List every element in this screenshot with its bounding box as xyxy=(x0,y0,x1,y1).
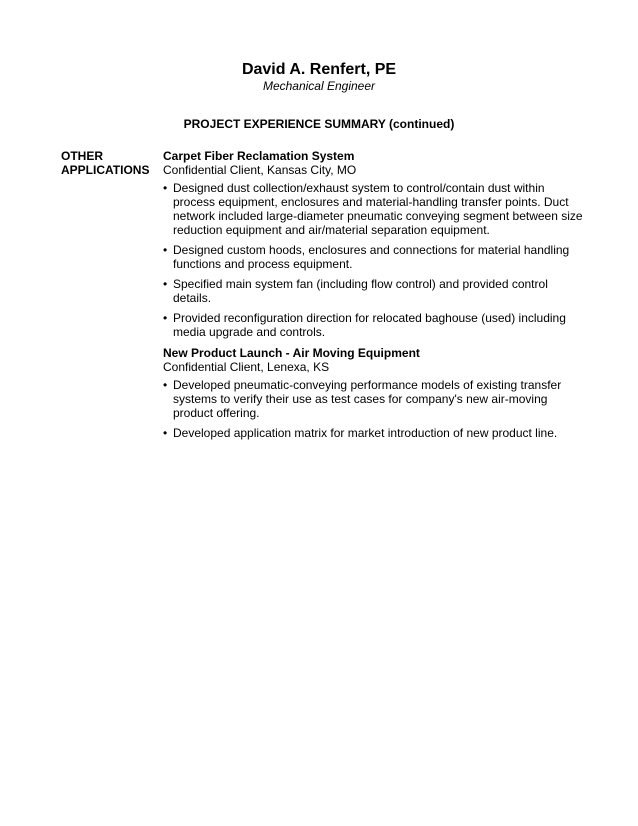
bullet-icon: • xyxy=(163,311,168,325)
project-client: Confidential Client, Lenexa, KS xyxy=(163,360,330,374)
bullet-text: Designed dust collection/exhaust system to control/contain dust within process equipment, enclosures and material-handling transfer points. Duct network included large-diameter pneumatic conveying segment between size reduction equipment and air/material separation equipment. xyxy=(173,181,583,237)
project-title: Carpet Fiber Reclamation System xyxy=(163,149,355,163)
bullet-icon: • xyxy=(163,277,168,291)
bullet-item xyxy=(163,426,583,440)
project-entry xyxy=(163,346,583,440)
bullet-item xyxy=(163,277,583,305)
section-title: PROJECT EXPERIENCE SUMMARY (continued) xyxy=(183,117,455,131)
person-role: Mechanical Engineer xyxy=(262,79,376,93)
bullet-item xyxy=(163,243,583,271)
bullet-icon: • xyxy=(163,426,168,440)
side-category-label xyxy=(61,149,161,177)
bullet-icon: • xyxy=(163,243,168,257)
bullet-text: Developed pneumatic-conveying performance models of existing transfer systems to verify their use as test cases for company's new air-moving product offering. xyxy=(173,378,562,420)
side-label-line-1: OTHER xyxy=(61,149,103,163)
side-label-line-2: APPLICATIONS xyxy=(61,163,150,177)
bullet-item xyxy=(163,311,583,339)
bullet-text: Provided reconfiguration direction for relocated baghouse (used) including media upgrade and controls. xyxy=(173,311,566,339)
project-entry xyxy=(163,149,583,339)
bullet-item xyxy=(163,378,583,420)
bullet-item xyxy=(163,181,583,237)
person-name: David A. Renfert, PE xyxy=(241,61,397,78)
resume-header xyxy=(0,60,638,94)
bullet-text: Designed custom hoods, enclosures and connections for material handling functions and process equipment. xyxy=(173,243,570,271)
bullet-icon: • xyxy=(163,181,168,195)
project-bullets xyxy=(163,181,583,339)
bullet-text: Developed application matrix for market introduction of new product line. xyxy=(173,426,558,440)
project-client: Confidential Client, Kansas City, MO xyxy=(163,163,357,177)
bullet-text: Specified main system fan (including flow control) and provided control details. xyxy=(173,277,548,305)
project-bullets xyxy=(163,378,583,440)
project-title: New Product Launch - Air Moving Equipment xyxy=(163,346,420,360)
bullet-icon: • xyxy=(163,378,168,392)
project-list xyxy=(163,149,583,446)
